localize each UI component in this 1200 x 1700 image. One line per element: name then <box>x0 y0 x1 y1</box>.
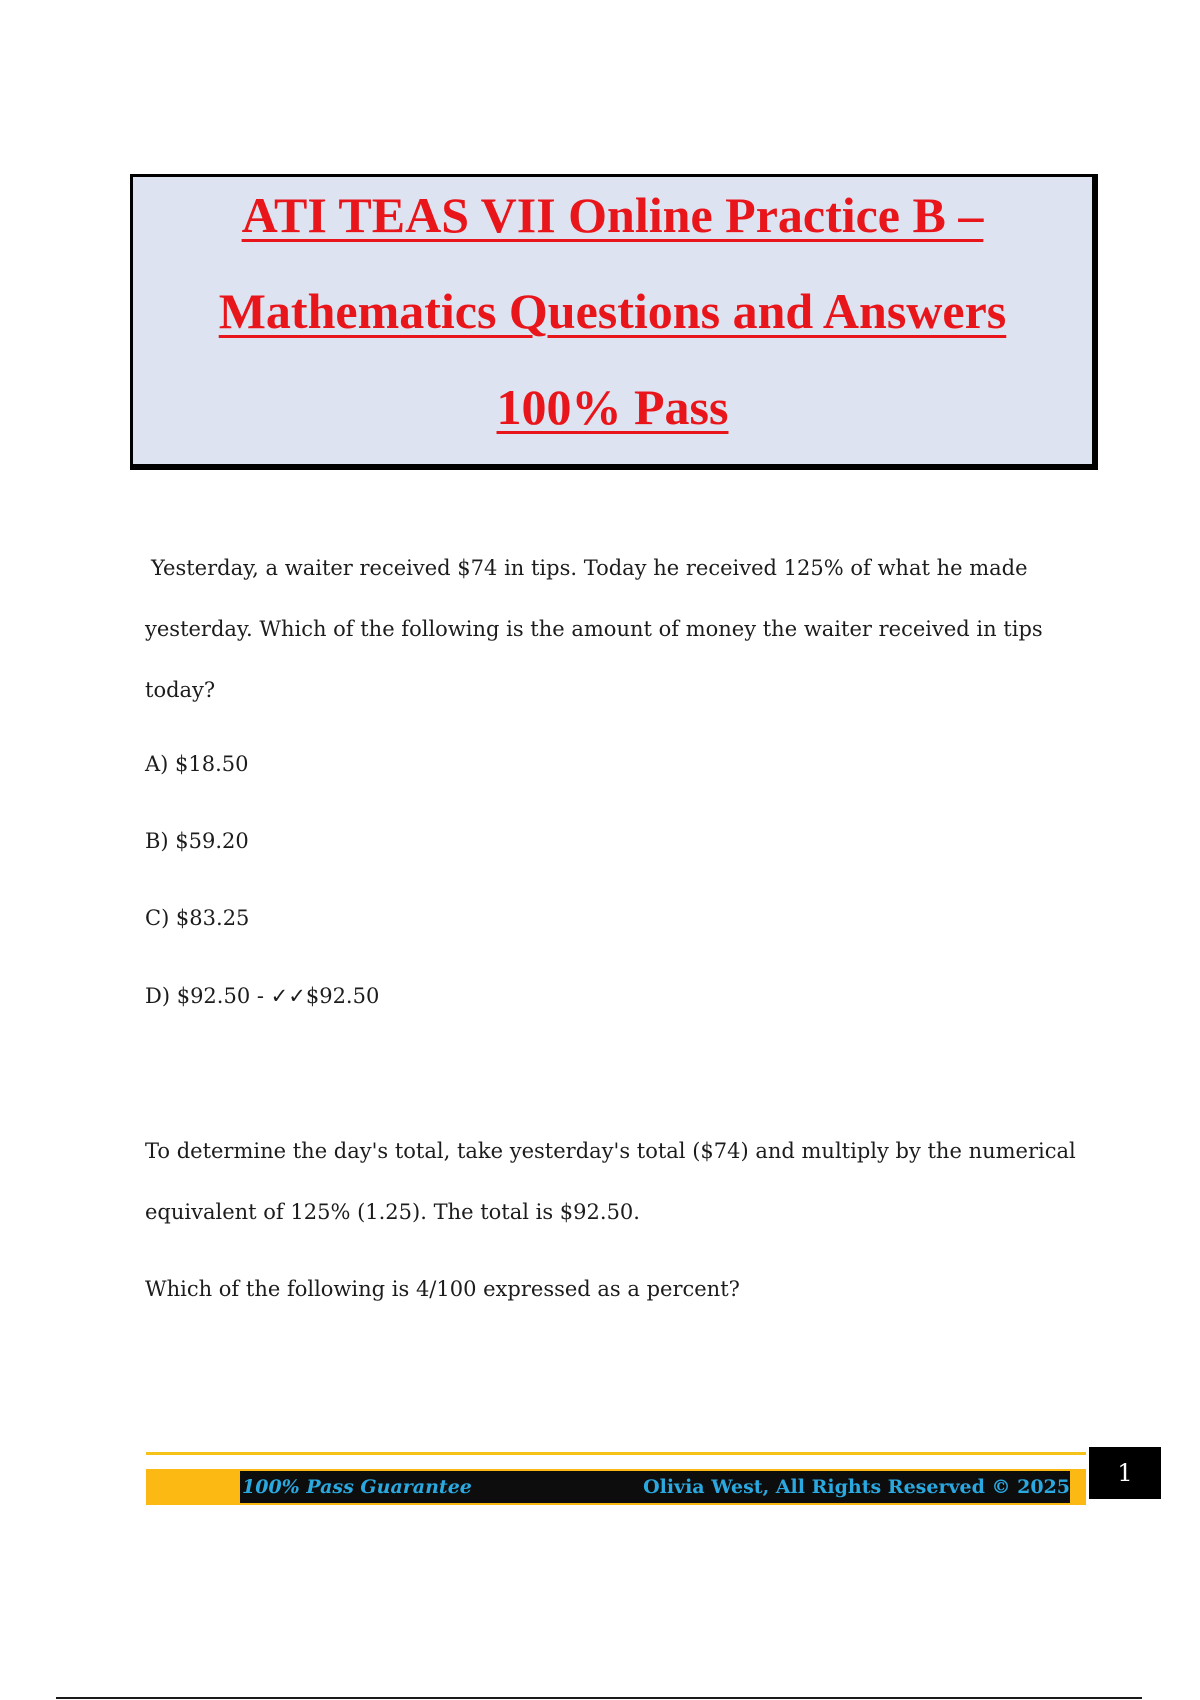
footer-copyright: Olivia West, All Rights Reserved © 2025 <box>643 1476 1070 1498</box>
page-number: 1 <box>1089 1447 1161 1499</box>
explanation-line-1: To determine the day's total, take yesterday's total ($74) and multiply by the numerical <box>145 1139 1076 1163</box>
title-line-1 <box>133 185 1092 245</box>
option-c: C) $83.25 <box>145 906 250 930</box>
title-line-3-text: 100% Pass <box>496 379 729 435</box>
title-line-2-text: Mathematics Questions and Answers <box>218 283 1007 339</box>
option-d <box>145 982 379 1010</box>
question-1-line-1: Yesterday, a waiter received $74 in tips. Today he received 125% of what he made <box>151 556 1028 580</box>
correct-answer: $92.50 <box>305 984 380 1008</box>
title-line-3 <box>133 377 1092 437</box>
option-a: A) $18.50 <box>145 752 249 776</box>
question-1-line-3: today? <box>145 678 216 702</box>
option-d-label: D) $92.50 - <box>145 984 271 1008</box>
footer-divider <box>146 1452 1086 1455</box>
title-line-2 <box>133 281 1092 341</box>
title-box <box>130 174 1098 470</box>
footer-guarantee: 100% Pass Guarantee <box>242 1476 472 1498</box>
explanation-line-2: equivalent of 125% (1.25). The total is $92.50. <box>145 1200 640 1224</box>
page-bottom-rule <box>56 1697 1142 1699</box>
question-1-line-2: yesterday. Which of the following is the amount of money the waiter received in tips <box>145 617 1043 641</box>
option-b: B) $59.20 <box>145 829 249 853</box>
question-2: Which of the following is 4/100 expressed as a percent? <box>145 1277 740 1301</box>
double-check-icon: ✓✓ <box>270 984 306 1008</box>
title-line-1-text: ATI TEAS VII Online Practice B – <box>241 187 984 243</box>
